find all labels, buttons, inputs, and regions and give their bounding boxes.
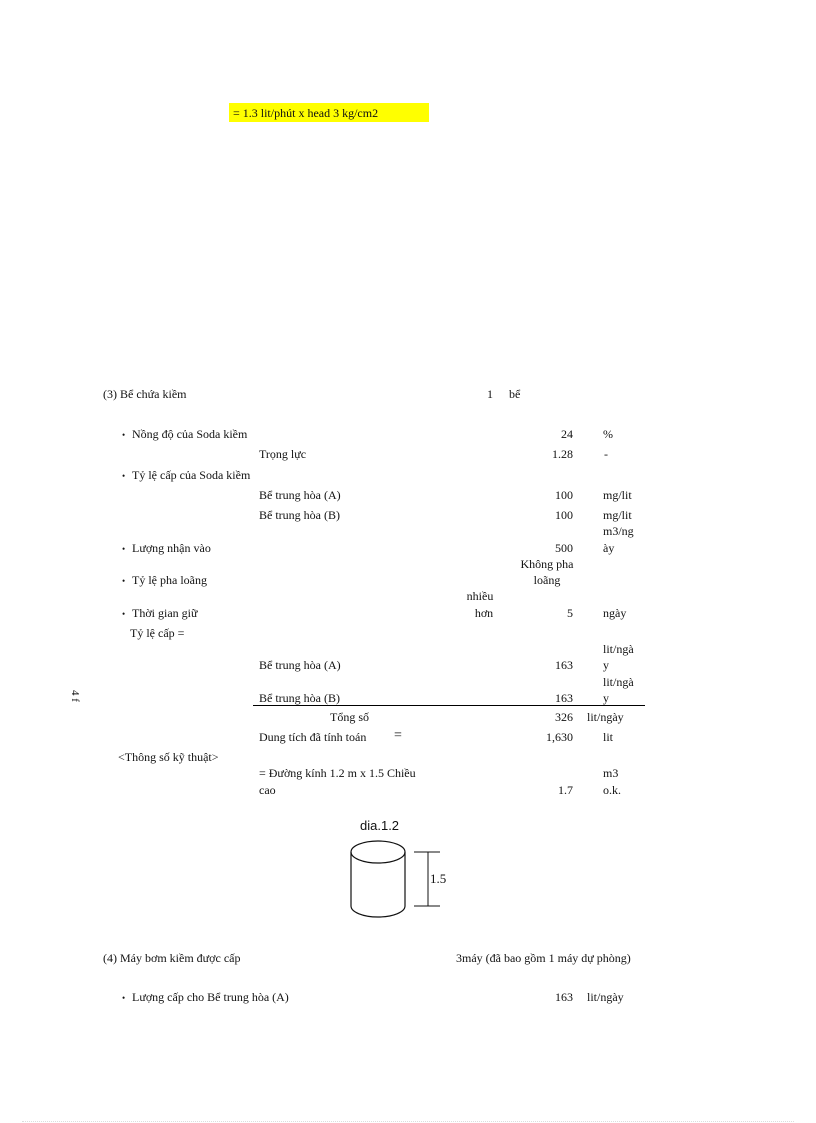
supply-ratio-label: Tỷ lệ cấp của Soda kiềm xyxy=(132,468,251,482)
spec-value: 1.7 xyxy=(558,783,573,797)
rate-a-label: Bể trung hòa (A) xyxy=(259,658,341,672)
bullet: • xyxy=(122,471,126,481)
page-bottom-border xyxy=(22,1121,794,1122)
retention-unit: ngày xyxy=(603,606,627,620)
intake-value: 500 xyxy=(555,541,573,555)
spec-line2: cao xyxy=(259,783,276,797)
concentration-unit: % xyxy=(603,427,613,441)
bullet: • xyxy=(122,430,126,440)
dilution-value-line1: Không pha xyxy=(520,557,574,571)
spec-unit-line2: o.k. xyxy=(603,783,621,797)
dilution-label: Tỷ lệ pha loãng xyxy=(132,573,207,587)
tank-b-label: Bể trung hòa (B) xyxy=(259,508,340,522)
section4-row-label: Lượng cấp cho Bể trung hòa (A) xyxy=(132,990,289,1004)
gravity-value: 1.28 xyxy=(552,447,573,461)
section3-count: 1 xyxy=(487,387,493,401)
bullet: • xyxy=(122,993,126,1003)
section4-note: 3máy (đã bao gồm 1 máy dự phòng) xyxy=(456,951,631,965)
rate-b-value: 163 xyxy=(555,691,573,705)
section4-row-value: 163 xyxy=(555,990,573,1004)
bullet: • xyxy=(122,609,126,619)
spec-unit-line1: m3 xyxy=(603,766,619,780)
retention-qualifier-line2: hơn xyxy=(474,606,494,620)
capacity-label: Dung tích đã tính toán xyxy=(259,730,367,744)
capacity-unit: lit xyxy=(603,730,614,744)
cylinder-bottom xyxy=(351,906,405,917)
rate-b-unit-line2: y xyxy=(603,691,609,705)
rate-a-unit-line1: lit/ngà xyxy=(603,642,634,656)
retention-qualifier-line1: nhiều xyxy=(466,589,494,603)
side-mark: 4 f xyxy=(69,690,81,702)
bullet: • xyxy=(122,544,126,554)
concentration-label: Nồng độ của Soda kiềm xyxy=(132,427,248,441)
concentration-value: 24 xyxy=(561,427,573,441)
tank-b-value: 100 xyxy=(555,508,573,522)
rate-b-unit-line1: lit/ngà xyxy=(603,675,634,689)
capacity-value: 1,630 xyxy=(546,730,573,744)
rate-a-value: 163 xyxy=(555,658,573,672)
height-label: 1.5 xyxy=(430,871,447,886)
tank-b-unit: mg/lit xyxy=(603,508,632,522)
total-unit: lit/ngày xyxy=(587,710,624,724)
spec-heading: <Thông số kỹ thuật> xyxy=(118,750,219,764)
retention-value: 5 xyxy=(567,606,573,620)
total-value: 326 xyxy=(555,710,573,724)
tank-a-unit: mg/lit xyxy=(603,488,632,502)
supply-rate-label: Tỷ lệ cấp = xyxy=(130,626,185,640)
intake-unit-line2: ày xyxy=(603,541,615,555)
total-label: Tổng số xyxy=(330,710,369,724)
total-rule xyxy=(253,705,645,706)
rate-a-unit-line2: y xyxy=(603,658,609,672)
retention-label: Thời gian giữ xyxy=(132,606,198,620)
section3-count-unit: bể xyxy=(509,387,521,401)
tank-a-label: Bể trung hòa (A) xyxy=(259,488,341,502)
section4-row-unit: lit/ngày xyxy=(587,990,624,1004)
bullet: • xyxy=(122,576,126,586)
tank-a-value: 100 xyxy=(555,488,573,502)
intake-unit-line1: m3/ng xyxy=(603,524,634,538)
rate-b-label: Bể trung hòa (B) xyxy=(259,691,340,705)
dilution-value-line2: loãng xyxy=(533,573,561,587)
diameter-label: dia.1.2 xyxy=(360,818,400,833)
cylinder-top xyxy=(351,841,405,863)
gravity-label: Trọng lực xyxy=(259,447,307,461)
highlight-formula: = 1.3 lit/phút x head 3 kg/cm2 xyxy=(233,106,379,120)
spec-line1: = Đường kính 1.2 m x 1.5 Chiều xyxy=(259,766,416,780)
intake-label: Lượng nhận vào xyxy=(132,541,211,555)
tank-cylinder-diagram xyxy=(340,812,470,924)
gravity-unit: - xyxy=(604,447,608,461)
capacity-eq: = xyxy=(394,728,402,743)
section4-title: (4) Máy bơm kiềm được cấp xyxy=(103,951,241,965)
section3-title: (3) Bể chứa kiềm xyxy=(103,387,187,401)
